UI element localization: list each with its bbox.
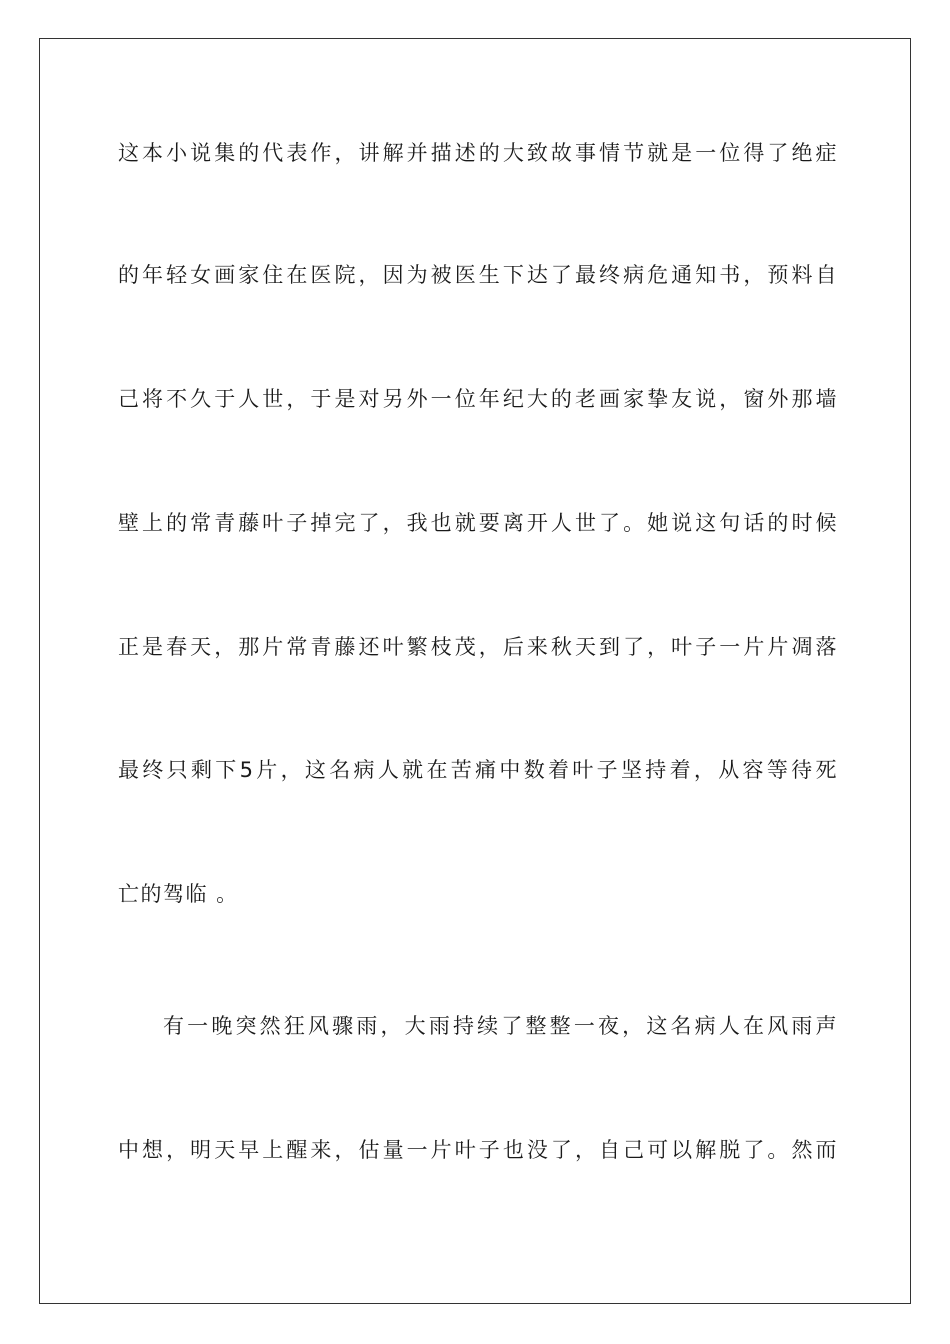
- text-line-4: 壁上的常青藤叶子掉完了，我也就要离开人世了。她说这句话的时候: [118, 511, 838, 535]
- text-line-1: 这本小说集的代表作，讲解并描述的大致故事情节就是一位得了绝症: [118, 141, 838, 165]
- text-line-7: 亡的驾临 。: [118, 882, 239, 906]
- text-line-3: 己将不久于人世，于是对另外一位年纪大的老画家挚友说，窗外那墙: [118, 387, 838, 411]
- paragraph-2-line-1: 有一晚突然狂风骤雨，大雨持续了整整一夜，这名病人在风雨声: [163, 1014, 838, 1038]
- page-border: [39, 38, 911, 1304]
- text-line-5: 正是春天，那片常青藤还叶繁枝茂，后来秋天到了，叶子一片片凋落: [118, 635, 838, 659]
- text-line-6: 最终只剩下5片，这名病人就在苦痛中数着叶子坚持着，从容等待死: [118, 758, 838, 782]
- paragraph-2-line-2: 中想，明天早上醒来，估量一片叶子也没了，自己可以解脱了。然而: [118, 1138, 838, 1162]
- text-line-2: 的年轻女画家住在医院，因为被医生下达了最终病危通知书，预料自: [118, 263, 838, 287]
